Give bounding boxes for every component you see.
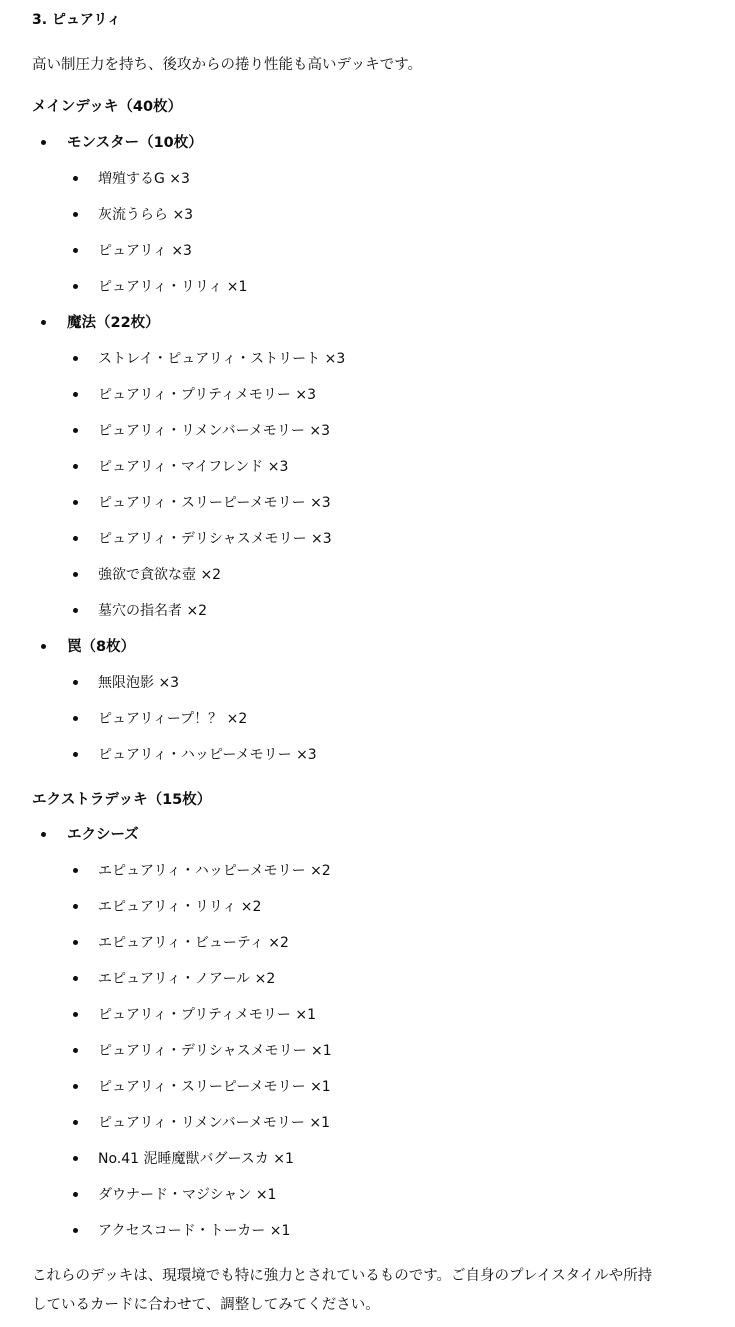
card-label: エピュアリィ・リリィ ×2 <box>98 899 262 915</box>
category-label: エクシーズ <box>67 827 139 843</box>
bullet-icon <box>73 976 78 981</box>
bullet-icon <box>73 572 78 577</box>
card-label: アクセスコード・トーカー ×1 <box>98 1223 291 1239</box>
bullet-icon <box>73 680 78 685</box>
intro-paragraph: 高い制圧力を持ち、後攻からの捲り性能も高いデッキです。 <box>32 57 423 73</box>
bullet-icon <box>73 212 78 217</box>
card-label: ピュアリィ・デリシャスメモリー ×3 <box>98 531 332 547</box>
bullet-icon <box>73 176 78 181</box>
card-label: ピュアリィ・リメンバーメモリー ×1 <box>98 1115 331 1131</box>
bullet-icon <box>73 1228 78 1233</box>
bullet-icon <box>73 608 78 613</box>
bullet-icon <box>41 832 46 837</box>
bullet-icon <box>73 536 78 541</box>
closing-line: これらのデッキは、現環境でも特に強力とされているものです。ご自身のプレイスタイルや所持 <box>32 1268 653 1284</box>
closing-paragraph <box>32 1262 732 1320</box>
bullet-icon <box>73 868 78 873</box>
category-label: モンスター（10枚） <box>67 135 203 151</box>
closing-line: しているカードに合わせて、調整してみてください。 <box>32 1297 380 1313</box>
card-label: 墓穴の指名者 ×2 <box>98 603 208 619</box>
card-label: ピュアリィ・スリーピーメモリー ×3 <box>98 495 331 511</box>
card-label: ピュアリィ ×3 <box>98 243 192 259</box>
category-label: 魔法（22枚） <box>67 315 160 331</box>
bullet-icon <box>73 1012 78 1017</box>
category-label: 罠（8枚） <box>67 639 136 655</box>
bullet-icon <box>73 1120 78 1125</box>
card-label: ピュアリィ・スリーピーメモリー ×1 <box>98 1079 331 1095</box>
bullet-icon <box>73 1084 78 1089</box>
main-deck-title: メインデッキ（40枚） <box>32 99 183 115</box>
bullet-icon <box>73 500 78 505</box>
card-label: ダウナード・マジシャン ×1 <box>98 1187 277 1203</box>
card-label: ピュアリィ・マイフレンド ×3 <box>98 459 289 475</box>
section-heading: 3. ピュアリィ <box>32 12 121 28</box>
bullet-icon <box>41 320 46 325</box>
bullet-icon <box>73 464 78 469</box>
card-label: ピュアリィ・プリティメモリー ×1 <box>98 1007 317 1023</box>
card-label: ピュアリィ・ハッピーメモリー ×3 <box>98 747 317 763</box>
card-label: エピュアリィ・ノアール ×2 <box>98 971 276 987</box>
bullet-icon <box>73 392 78 397</box>
bullet-icon <box>73 716 78 721</box>
bullet-icon <box>41 644 46 649</box>
card-label: ピュアリィ・プリティメモリー ×3 <box>98 387 317 403</box>
bullet-icon <box>73 1048 78 1053</box>
card-label: ピュアリィープ！？ ×2 <box>98 711 248 727</box>
bullet-icon <box>73 752 78 757</box>
bullet-icon <box>73 904 78 909</box>
card-label: No.41 泥睡魔獣バグースカ ×1 <box>98 1151 294 1167</box>
card-label: ピュアリィ・デリシャスメモリー ×1 <box>98 1043 332 1059</box>
card-label: 強欲で貪欲な壺 ×2 <box>98 567 222 583</box>
bullet-icon <box>73 284 78 289</box>
card-label: エピュアリィ・ビューティ ×2 <box>98 935 289 951</box>
bullet-icon <box>73 1156 78 1161</box>
bullet-icon <box>73 428 78 433</box>
card-label: 増殖するG ×3 <box>98 171 190 187</box>
bullet-icon <box>73 1192 78 1197</box>
card-label: ストレイ・ピュアリィ・ストリート ×3 <box>98 351 346 367</box>
card-label: 灰流うらら ×3 <box>98 207 194 223</box>
bullet-icon <box>73 248 78 253</box>
extra-deck-title: エクストラデッキ（15枚） <box>32 792 212 808</box>
bullet-icon <box>41 140 46 145</box>
card-label: エピュアリィ・ハッピーメモリー ×2 <box>98 863 331 879</box>
card-label: ピュアリィ・リメンバーメモリー ×3 <box>98 423 331 439</box>
card-label: ピュアリィ・リリィ ×1 <box>98 279 248 295</box>
card-label: 無限泡影 ×3 <box>98 675 180 691</box>
bullet-icon <box>73 940 78 945</box>
bullet-icon <box>73 356 78 361</box>
